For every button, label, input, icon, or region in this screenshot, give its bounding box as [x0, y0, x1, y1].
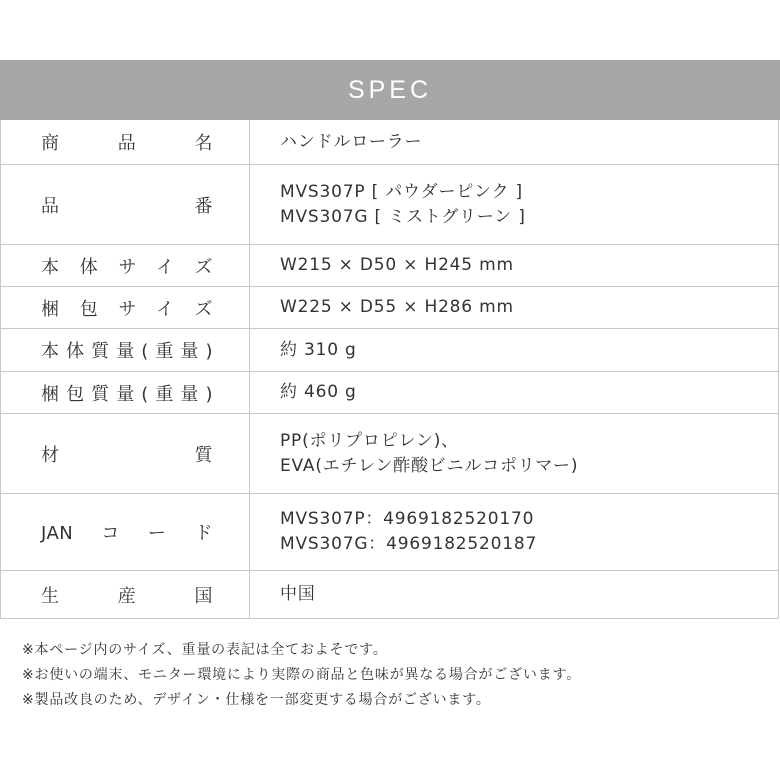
label-body-weight: 本体質量(重量)	[41, 341, 213, 362]
value-body-weight: 約 310 g	[280, 339, 357, 360]
label-cell	[1, 245, 250, 286]
value-package-weight: 約 460 g	[280, 382, 357, 402]
spec-header	[0, 60, 780, 120]
label-cell	[1, 120, 250, 164]
spec-row-package-weight	[1, 372, 778, 414]
value-cell	[250, 245, 778, 286]
value-cell	[250, 120, 778, 164]
label-cell	[1, 494, 250, 570]
note-size-weight: ※本ページ内のサイズ、重量の表記は全ておよそです。	[22, 642, 388, 658]
value-product-name: ハンドルローラー	[280, 131, 423, 152]
label-cell	[1, 571, 250, 618]
note-color-difference: ※お使いの端末、モニター環境により実際の商品と色味が異なる場合がございます。	[22, 667, 582, 683]
label-body-size: 本体サイズ	[41, 256, 213, 278]
spec-row-body-size	[1, 245, 778, 287]
label-cell	[1, 372, 250, 413]
value-cell	[250, 571, 778, 618]
spec-title: SPEC	[347, 75, 433, 104]
label-model-number: 品番	[41, 195, 213, 217]
label-product-name: 商品名	[41, 133, 213, 154]
spec-row-material	[1, 414, 778, 494]
value-model-pink: MVS307P [ パウダーピンク ]	[280, 181, 523, 202]
note-design-change: ※製品改良のため、デザイン・仕様を一部変更する場合がございます。	[22, 692, 491, 708]
label-package-weight: 梱包質量(重量)	[41, 383, 213, 405]
label-jan-code: JANコード	[41, 523, 213, 544]
label-package-size: 梱包サイズ	[41, 298, 213, 320]
value-cell	[250, 287, 778, 328]
spec-row-product-name	[1, 120, 778, 165]
value-model-green: MVS307G [ ミストグリーン ]	[280, 206, 526, 227]
notes	[22, 638, 762, 713]
spec-row-body-weight	[1, 329, 778, 372]
spec-table	[0, 120, 779, 619]
spec-row-jan-code	[1, 494, 778, 571]
value-material-pp: PP(ポリプロピレン)、	[280, 430, 459, 451]
value-cell	[250, 329, 778, 371]
value-cell	[250, 494, 778, 570]
value-country: 中国	[280, 584, 316, 604]
spec-row-country	[1, 571, 778, 619]
value-package-size: W225 × D55 × H286 mm	[280, 297, 514, 317]
value-material-eva: EVA(エチレン酢酸ビニルコポリマー)	[280, 455, 579, 476]
value-jan-green: MVS307G：4969182520187	[280, 534, 538, 554]
label-cell	[1, 165, 250, 244]
label-material: 材質	[41, 444, 213, 466]
spec-row-model-number	[1, 165, 778, 245]
value-cell	[250, 372, 778, 413]
value-body-size: W215 × D50 × H245 mm	[280, 255, 514, 275]
value-jan-pink: MVS307P：4969182520170	[280, 509, 535, 529]
label-country: 生産国	[41, 585, 213, 607]
label-cell	[1, 287, 250, 328]
label-cell	[1, 329, 250, 371]
spec-row-package-size	[1, 287, 778, 329]
value-cell	[250, 414, 778, 493]
value-cell	[250, 165, 778, 244]
label-cell	[1, 414, 250, 493]
